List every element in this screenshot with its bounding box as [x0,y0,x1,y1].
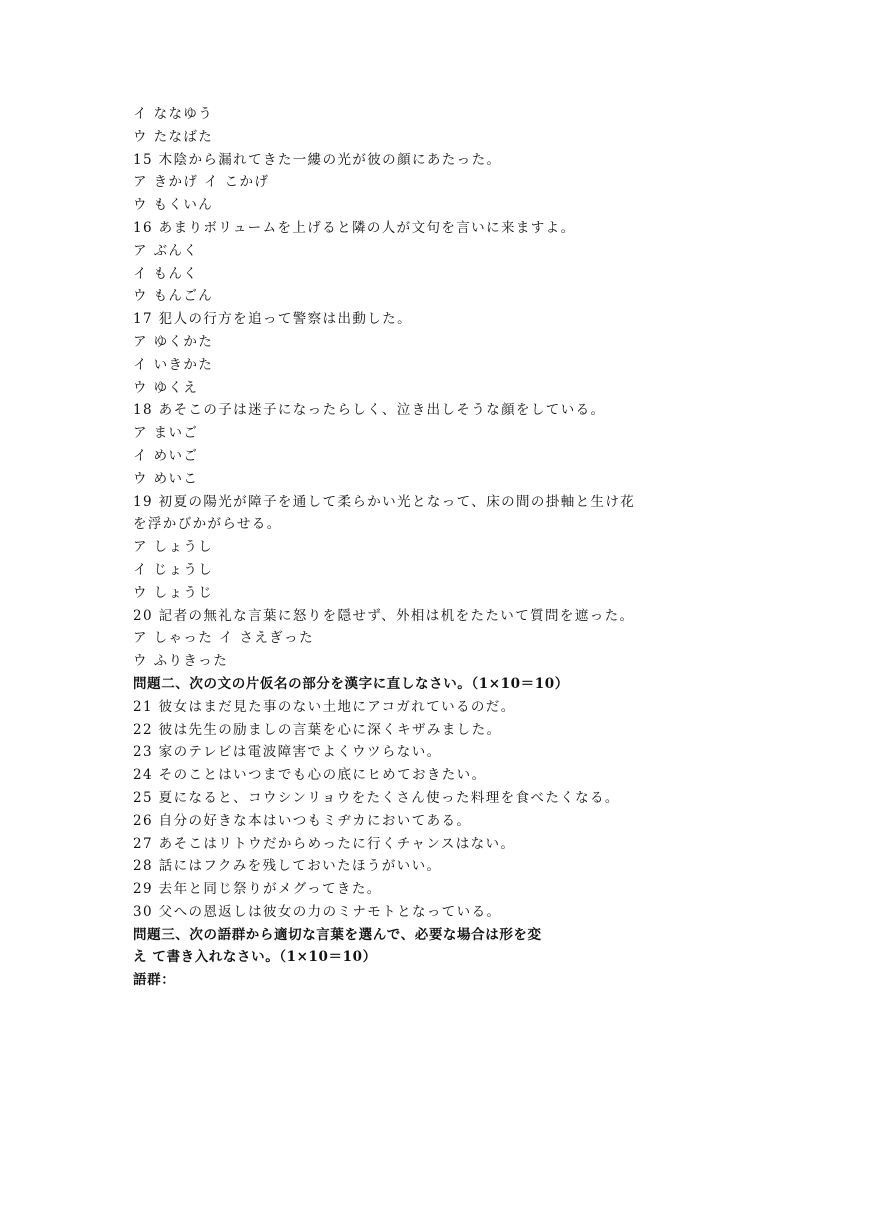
question-line: 24 そのことはいつまでも心の底にヒめておきたい。 [133,767,487,784]
question-line: 29 去年と同じ祭りがメグってきた。 [133,881,382,898]
question-line: 21 彼女はまだ見た事のない土地にアコガれているのだ。 [133,698,516,715]
text-line: ウ しょうじ [133,584,214,601]
text-line: ウ もくいん [133,197,214,214]
text-line: イ もんく [133,265,199,282]
question-line: 26 自分の好きな本はいつもミヂカにおいてある。 [133,812,472,829]
text-line: イ じょうし [133,561,214,578]
text-line: ウ ゆくえ [133,379,199,396]
section-heading: 問題三、次の語群から適切な言葉を選んで、必要な場合は形を変 [133,926,542,943]
text-line: ウ ふりきった [133,653,229,670]
section-heading: 問題二、次の文の片仮名の部分を漢字に直しなさい。（1×10＝10） [133,675,569,692]
question-line: 20 記者の無礼な言葉に怒りを隠せず、外相は机をたたいて質問を遮った。 [133,607,635,624]
text-line: ア ぶんく [133,242,199,259]
text-line: ア きかげ イ こかげ [133,174,270,191]
text-line: イ ななゆう [133,106,214,122]
section-heading: え て書き入れなさい。（1×10＝10） [133,949,377,966]
question-line: 27 あそこはリトウだからめったに行くチャンスはない。 [133,835,516,852]
question-line: 18 あそこの子は迷子になったらしく、泣き出しそうな顔をしている。 [133,402,606,419]
word-group-label: 語群： [133,972,176,989]
question-line: 25 夏になると、コウシンリョウをたくさん使った料理を食べたくなる。 [133,789,620,806]
question-line: 22 彼は先生の励ましの言葉を心に深くキザみました。 [133,721,502,738]
question-line: 23 家のテレビは電波障害でよくウツらない。 [133,744,442,761]
question-line: 15 木陰から漏れてきた一縷の光が彼の顔にあたった。 [133,151,502,168]
text-line: イ めいご [133,447,199,464]
text-line: を浮かびかがらせる。 [133,516,282,533]
question-line: 16 あまりボリュームを上げると隣の人が文句を言いに来ますよ。 [133,219,576,236]
text-line: ウ めいこ [133,470,199,487]
question-line: 30 父への恩返しは彼女の力のミナモトとなっている。 [133,903,502,920]
text-line: ウ たなばた [133,128,214,145]
text-line: ア まいご [133,425,199,442]
document-page [133,103,733,992]
text-line: ア しゃった イ さえぎった [133,630,314,647]
question-line: 17 犯人の行方を追って警察は出動した。 [133,311,412,328]
text-line: ウ もんごん [133,288,214,305]
question-line: 28 話にはフクみを残しておいたほうがいい。 [133,858,442,875]
text-line: ア ゆくかた [133,333,214,350]
text-line: ア しょうし [133,539,214,556]
question-line: 19 初夏の陽光が障子を通して柔らかい光となって、床の間の掛軸と生け花 [133,493,636,510]
text-line: イ いきかた [133,356,214,373]
